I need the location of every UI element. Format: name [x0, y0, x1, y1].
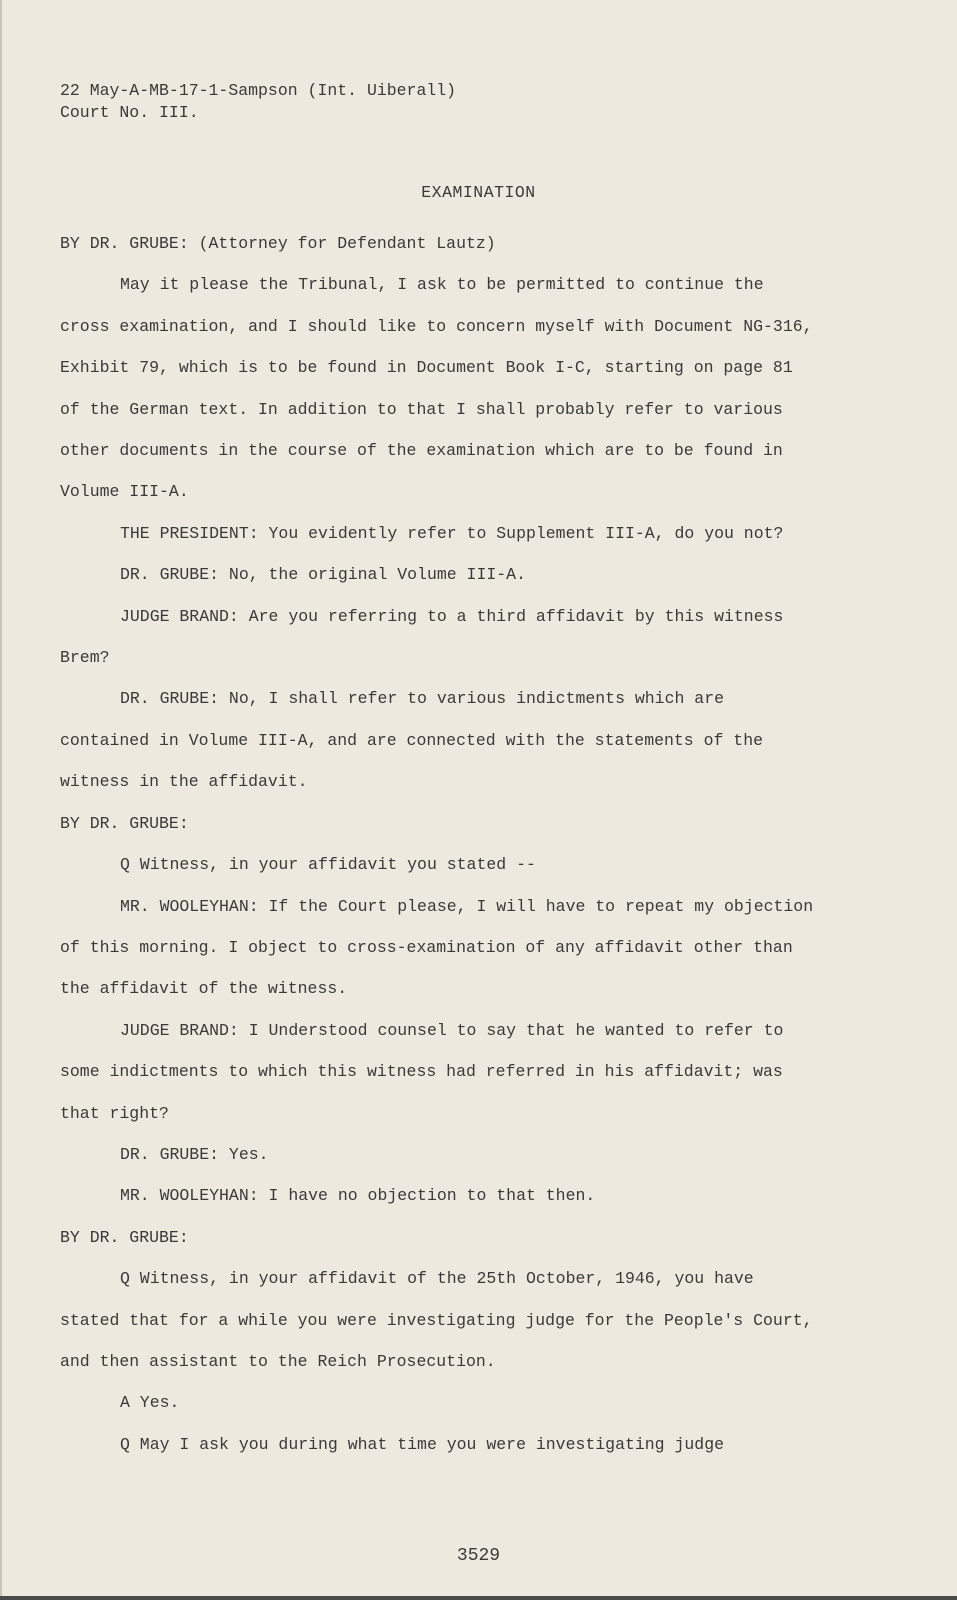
transcript-paragraph: Q Witness, in your affidavit of the 25th October, 1946, you have stated that for a while you were investigating judge for the People's Court, and then assistant to the Reich Prosecution.: [60, 1269, 813, 1371]
transcript-paragraph: MR. WOOLEYHAN: I have no objection to that then.: [120, 1186, 596, 1206]
transcript-body: [60, 223, 820, 1465]
transcript-paragraph: A Yes.: [120, 1393, 180, 1413]
section-title: EXAMINATION: [421, 183, 536, 202]
transcript-paragraph: JUDGE BRAND: I Understood counsel to say that he wanted to refer to some indictments to which this witness had referred in his affidavit; was that right?: [60, 1020, 784, 1123]
transcript-paragraph: May it please the Tribunal, I ask to be permitted to continue the cross examination, and I should like to concern myself with Document NG-316, Exhibit 79, which is to be found in Document Book I-C, starting on page 81 of the German text. In addition to that I shall probably refer to various other documents in the course of the examination which are to be found in Volume III-A.: [60, 275, 813, 502]
transcript-paragraph: Q May I ask you during what time you were investigating judge: [120, 1434, 724, 1454]
header-line-2: Court No. III.: [60, 103, 199, 122]
transcript-paragraph: DR. GRUBE: No, the original Volume III-A.: [120, 565, 526, 585]
transcript-paragraph: BY DR. GRUBE:: [60, 1227, 189, 1247]
page-number: 3529: [456, 1546, 501, 1566]
transcript-paragraph: BY DR. GRUBE: (Attorney for Defendant Lautz): [60, 234, 496, 253]
transcript-paragraph: THE PRESIDENT: You evidently refer to Supplement III-A, do you not?: [120, 523, 784, 543]
transcript-paragraph: Q Witness, in your affidavit you stated --: [120, 855, 536, 875]
transcript-paragraph: BY DR. GRUBE:: [60, 813, 189, 833]
transcript-paragraph: DR. GRUBE: No, I shall refer to various indictments which are contained in Volume III-A, and are connected with the statements of the witness in the affidavit.: [60, 689, 764, 792]
header-line-1: 22 May-A-MB-17-1-Sampson (Int. Uiberall): [60, 81, 457, 100]
transcript-paragraph: MR. WOOLEYHAN: If the Court please, I will have to repeat my objection of this morning. I object to cross-examination of any affidavit other than the affidavit of the witness.: [60, 896, 814, 999]
page-edge-bottom: [0, 1596, 957, 1600]
transcript-paragraph: JUDGE BRAND: Are you referring to a third affidavit by this witness Brem?: [60, 606, 784, 668]
transcript-paragraph: DR. GRUBE: Yes.: [120, 1144, 269, 1164]
document-header: [60, 80, 456, 124]
page-edge-left: [0, 0, 2, 1600]
